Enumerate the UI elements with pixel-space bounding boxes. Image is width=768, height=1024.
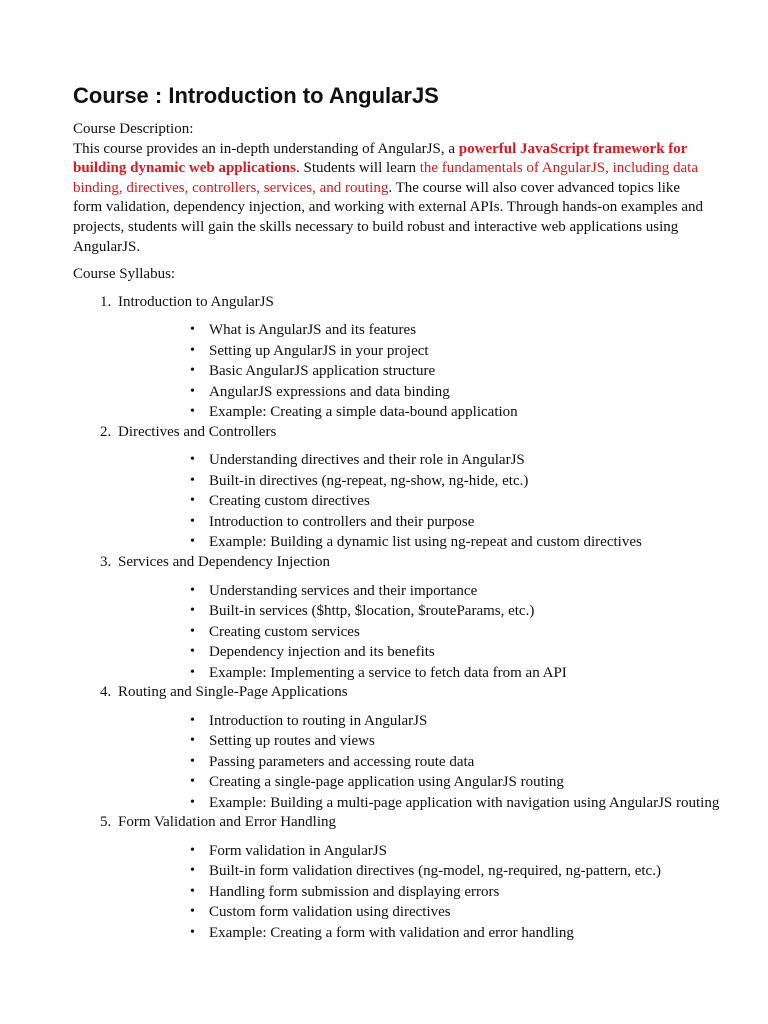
topic-item <box>118 923 703 944</box>
module-topic-list <box>118 320 703 423</box>
bullet-icon: • <box>190 582 195 598</box>
topic-text: Passing parameters and accessing route data <box>209 753 475 770</box>
syllabus-label: Course Syllabus: <box>73 266 176 283</box>
topic-text: Introduction to controllers and their purpose <box>209 513 475 530</box>
module-title: Services and Dependency Injection <box>118 553 330 570</box>
topic-text: Setting up AngularJS in your project <box>209 342 429 359</box>
module-number: 5. <box>100 814 112 831</box>
topic-text: Understanding directives and their role in AngularJS <box>209 452 525 469</box>
topic-item <box>118 361 703 382</box>
module-topic-list <box>118 450 703 553</box>
module-number: 2. <box>100 423 112 440</box>
topic-text: Example: Creating a form with validation and error handling <box>209 924 574 941</box>
topic-text: Creating a single-page application using AngularJS routing <box>209 774 564 791</box>
bullet-icon: • <box>190 842 195 858</box>
topic-item <box>118 882 703 903</box>
topic-item <box>118 601 703 622</box>
topic-text: Handling form submission and displaying errors <box>209 883 500 900</box>
syllabus-list <box>73 293 720 943</box>
module-title: Form Validation and Error Handling <box>118 814 337 831</box>
topic-text: Built-in directives (ng-repeat, ng-show, ng-hide, etc.) <box>209 472 529 489</box>
module-title: Directives and Controllers <box>118 423 277 440</box>
module-number: 3. <box>100 553 112 570</box>
topic-text: Dependency injection and its benefits <box>209 644 435 661</box>
module-title: Routing and Single-Page Applications <box>118 684 348 701</box>
topic-text: AngularJS expressions and data binding <box>209 383 450 400</box>
topic-item <box>118 402 703 423</box>
topic-item <box>118 532 703 553</box>
topic-text: Basic AngularJS application structure <box>209 363 436 380</box>
topic-item <box>118 752 703 773</box>
description-highlight-1: powerful JavaScript framework for building dynamic web applications <box>73 140 688 177</box>
bullet-icon: • <box>190 404 195 420</box>
topic-item <box>118 841 703 862</box>
description-label: Course Description: <box>73 121 194 137</box>
topic-item <box>118 581 703 602</box>
module-topic-list <box>118 841 703 944</box>
document-page <box>73 82 720 943</box>
topic-item <box>118 450 703 471</box>
bullet-icon: • <box>190 753 195 769</box>
topic-item <box>118 731 703 752</box>
topic-item <box>118 341 703 362</box>
syllabus-module <box>73 423 703 553</box>
bullet-icon: • <box>190 924 195 940</box>
topic-text: Example: Creating a simple data-bound application <box>209 404 518 421</box>
bullet-icon: • <box>190 472 195 488</box>
module-topic-list <box>118 581 703 684</box>
bullet-icon: • <box>190 493 195 509</box>
topic-item <box>118 861 703 882</box>
topic-text: What is AngularJS and its features <box>209 322 417 339</box>
bullet-icon: • <box>190 904 195 920</box>
topic-item <box>118 772 703 793</box>
topic-item <box>118 512 703 533</box>
topic-text: Understanding services and their importance <box>209 582 478 599</box>
topic-text: Example: Building a multi-page application with navigation using AngularJS routing <box>209 794 720 811</box>
topic-text: Introduction to routing in AngularJS <box>209 712 428 729</box>
topic-text: Built-in form validation directives (ng-model, ng-required, ng-pattern, etc.) <box>209 863 661 880</box>
bullet-icon: • <box>190 664 195 680</box>
topic-item <box>118 320 703 341</box>
bullet-icon: • <box>190 623 195 639</box>
topic-text: Setting up routes and views <box>209 733 375 750</box>
topic-text: Example: Building a dynamic list using ng-repeat and custom directives <box>209 534 642 551</box>
bullet-icon: • <box>190 794 195 810</box>
topic-item <box>118 471 703 492</box>
syllabus-module <box>73 553 703 683</box>
bullet-icon: • <box>190 322 195 338</box>
syllabus-module <box>73 293 703 423</box>
module-number: 1. <box>100 293 112 310</box>
bullet-icon: • <box>190 644 195 660</box>
module-title: Introduction to AngularJS <box>118 293 274 310</box>
topic-text: Example: Implementing a service to fetch data from an API <box>209 664 567 681</box>
description-text-2: . Students will learn <box>295 160 420 177</box>
description-highlight-2: the fundamentals of AngularJS, including data binding, directives, controllers, services, and routing <box>73 160 699 196</box>
description-text-1: This course provides an in-depth understanding of AngularJS, a <box>73 140 459 157</box>
topic-text: Custom form validation using directives <box>209 904 451 921</box>
bullet-icon: • <box>190 712 195 728</box>
bullet-icon: • <box>190 883 195 899</box>
bullet-icon: • <box>190 733 195 749</box>
topic-text: Form validation in AngularJS <box>209 842 387 859</box>
topic-text: Creating custom directives <box>209 493 370 510</box>
syllabus-module <box>73 683 720 813</box>
topic-item <box>118 382 703 403</box>
bullet-icon: • <box>190 383 195 399</box>
topic-item <box>118 793 720 814</box>
syllabus-module <box>73 813 703 943</box>
bullet-icon: • <box>190 863 195 879</box>
bullet-icon: • <box>190 774 195 790</box>
topic-item <box>118 663 703 684</box>
bullet-icon: • <box>190 603 195 619</box>
page-title: Course : Introduction to AngularJS <box>73 83 439 108</box>
topic-item <box>118 902 703 923</box>
description-text-3: . The course will also cover advanced topics like form validation, dependency injection, and working with external APIs. Through hands-on examples and projects, students will gain the skills necessary to build robust and interactive web applications using AngularJS. <box>73 179 703 255</box>
description-paragraph <box>73 140 703 258</box>
topic-item <box>118 711 703 732</box>
bullet-icon: • <box>190 513 195 529</box>
topic-text: Built-in services ($http, $location, $routeParams, etc.) <box>209 603 535 620</box>
topic-item <box>118 491 703 512</box>
bullet-icon: • <box>190 342 195 358</box>
bullet-icon: • <box>190 534 195 550</box>
topic-item <box>118 622 703 643</box>
module-number: 4. <box>100 684 112 701</box>
bullet-icon: • <box>190 452 195 468</box>
bullet-icon: • <box>190 363 195 379</box>
topic-item <box>118 642 703 663</box>
topic-text: Creating custom services <box>209 623 360 640</box>
module-topic-list <box>118 711 720 814</box>
